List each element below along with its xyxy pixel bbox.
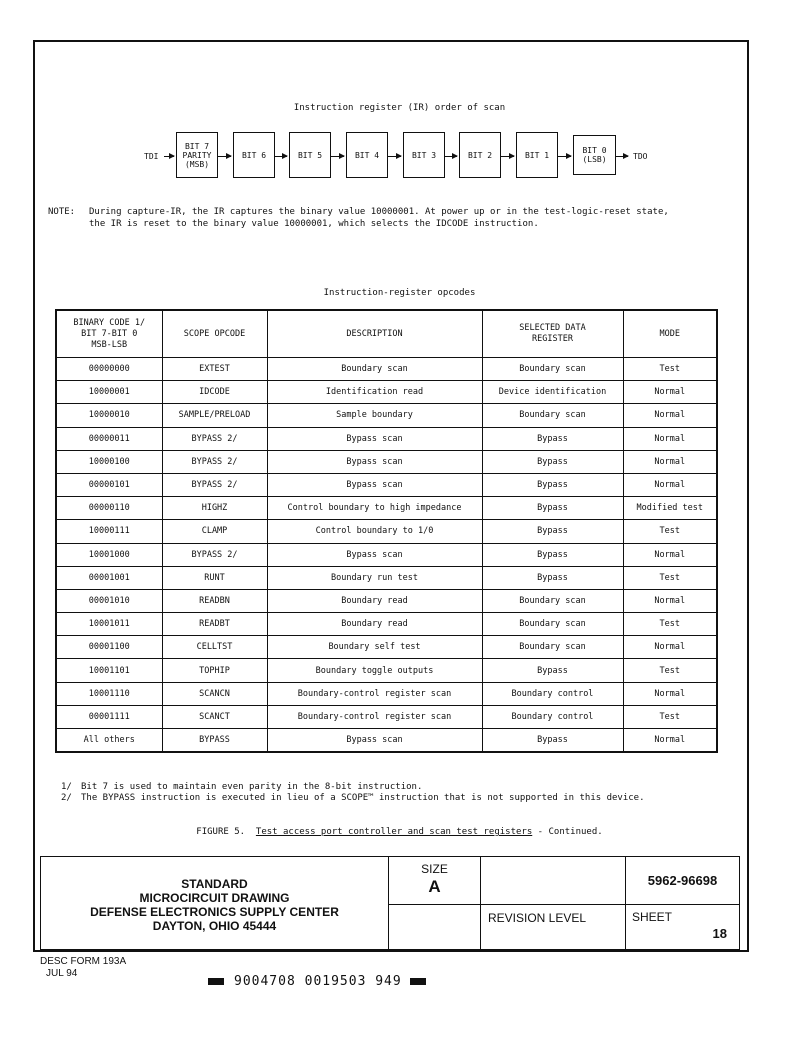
sheet-label: SHEET <box>632 910 673 924</box>
title-block <box>40 856 740 950</box>
binary-code-cell: 10000001 <box>56 381 162 404</box>
scan-arrow <box>445 156 457 157</box>
scan-arrow <box>388 156 401 157</box>
table-header-row <box>56 310 717 358</box>
barcode-bar <box>208 978 224 985</box>
note-line-1: During capture-IR, the IR captures the binary value 10000001. At power up or in the test-logic-reset state, <box>89 207 669 217</box>
table-row <box>56 450 717 473</box>
binary-code-cell: 10000111 <box>56 520 162 543</box>
register-bit-label: (LSB) <box>582 155 607 164</box>
table-row <box>56 404 717 427</box>
mode-cell: Test <box>623 358 717 381</box>
binary-code-cell: 10000010 <box>56 404 162 427</box>
description-cell: Control boundary to high impedance <box>267 497 482 520</box>
register-bit-box <box>459 132 501 178</box>
scope-opcode-cell: READBN <box>162 589 267 612</box>
table-row <box>56 613 717 636</box>
binary-code-cell: 10001101 <box>56 659 162 682</box>
register-bit-label: BIT 1 <box>524 150 550 160</box>
mode-cell: Normal <box>623 636 717 659</box>
table-row <box>56 520 717 543</box>
header-description: DESCRIPTION <box>267 310 482 358</box>
opcodes-title: Instruction-register opcodes <box>323 288 476 298</box>
register-cell: Boundary scan <box>482 613 623 636</box>
register-cell: Boundary scan <box>482 358 623 381</box>
table-row <box>56 682 717 705</box>
scan-arrow <box>558 156 571 157</box>
footnote-1-number: 1/ <box>61 782 72 792</box>
mode-cell: Test <box>623 613 717 636</box>
blank-cell <box>389 905 481 949</box>
register-bit-box <box>176 132 218 178</box>
register-cell: Bypass <box>482 543 623 566</box>
binary-code-cell: 10001110 <box>56 682 162 705</box>
description-cell: Boundary toggle outputs <box>267 659 482 682</box>
description-cell: Control boundary to 1/0 <box>267 520 482 543</box>
register-cell: Bypass <box>482 497 623 520</box>
table-row <box>56 543 717 566</box>
scope-opcode-cell: RUNT <box>162 566 267 589</box>
register-bit-box <box>573 135 616 175</box>
scan-arrow <box>501 156 514 157</box>
register-bit-label: BIT 3 <box>411 150 437 160</box>
mode-cell: Normal <box>623 473 717 496</box>
register-cell: Bypass <box>482 450 623 473</box>
table-row <box>56 427 717 450</box>
register-cell: Bypass <box>482 659 623 682</box>
figure-title: Test access port controller and scan test registers <box>255 827 533 837</box>
mode-cell: Test <box>623 705 717 728</box>
revision-level-label: REVISION LEVEL <box>481 905 626 949</box>
description-cell: Bypass scan <box>267 729 482 753</box>
figure-caption <box>0 827 799 837</box>
blank-cell <box>481 857 626 905</box>
description-cell: Boundary read <box>267 613 482 636</box>
mode-cell: Normal <box>623 381 717 404</box>
scope-opcode-cell: CELLTST <box>162 636 267 659</box>
size-value: A <box>428 877 441 896</box>
register-cell: Boundary control <box>482 705 623 728</box>
header-binary-code: BINARY CODE 1/ BIT 7-BIT 0 MSB-LSB <box>56 310 162 358</box>
scope-opcode-cell: TOPHIP <box>162 659 267 682</box>
register-bit-box <box>403 132 445 178</box>
description-cell: Boundary read <box>267 589 482 612</box>
sheet-number: 18 <box>712 926 727 941</box>
scan-arrow <box>275 156 287 157</box>
register-bit-label: BIT 0 <box>582 146 607 155</box>
binary-code-cell: 00000000 <box>56 358 162 381</box>
scope-opcode-cell: SAMPLE/PRELOAD <box>162 404 267 427</box>
note-line-2: the IR is reset to the binary value 10000001, which selects the IDCODE instruction. <box>89 219 539 229</box>
scope-opcode-cell: BYPASS 2/ <box>162 427 267 450</box>
register-cell: Bypass <box>482 520 623 543</box>
table-row <box>56 636 717 659</box>
description-cell: Boundary-control register scan <box>267 682 482 705</box>
scope-opcode-cell: READBT <box>162 613 267 636</box>
binary-code-cell: 00001100 <box>56 636 162 659</box>
binary-code-cell: 00001010 <box>56 589 162 612</box>
mode-cell: Modified test <box>623 497 717 520</box>
binary-code-cell: 00000110 <box>56 497 162 520</box>
register-cell: Bypass <box>482 427 623 450</box>
footnote-2-number: 2/ <box>61 793 72 803</box>
table-row <box>56 473 717 496</box>
register-bit-label: BIT 5 <box>297 150 323 160</box>
description-cell: Boundary-control register scan <box>267 705 482 728</box>
register-bit-label: BIT 2 <box>467 150 493 160</box>
binary-code-cell: 00001111 <box>56 705 162 728</box>
scan-arrow <box>164 156 174 157</box>
register-cell: Boundary scan <box>482 636 623 659</box>
barcode-strip <box>208 974 426 989</box>
register-cell: Bypass <box>482 473 623 496</box>
register-bit-label: BIT 4 <box>354 150 380 160</box>
description-cell: Bypass scan <box>267 427 482 450</box>
description-cell: Bypass scan <box>267 450 482 473</box>
binary-code-cell: 00001001 <box>56 566 162 589</box>
drawing-number: 5962-96698 <box>626 857 739 905</box>
register-cell: Boundary scan <box>482 404 623 427</box>
scope-opcode-cell: BYPASS 2/ <box>162 543 267 566</box>
size-label: SIZE <box>421 862 448 876</box>
barcode-bar <box>410 978 426 985</box>
scope-opcode-cell: SCANCT <box>162 705 267 728</box>
description-cell: Boundary self test <box>267 636 482 659</box>
register-cell: Bypass <box>482 729 623 753</box>
scope-opcode-cell: CLAMP <box>162 520 267 543</box>
register-bit-label: PARITY <box>182 150 212 160</box>
scope-opcode-cell: BYPASS <box>162 729 267 753</box>
binary-code-cell: 00000011 <box>56 427 162 450</box>
form-date: JUL 94 <box>46 968 78 979</box>
tdo-label: TDO <box>633 152 648 161</box>
table-row <box>56 566 717 589</box>
footnote-2-text: The BYPASS instruction is executed in lieu of a SCOPE™ instruction that is not supported in this device. <box>81 793 645 803</box>
header-mode: MODE <box>623 310 717 358</box>
scope-opcode-cell: IDCODE <box>162 381 267 404</box>
register-cell: Boundary scan <box>482 589 623 612</box>
scan-arrow <box>616 156 628 157</box>
mode-cell: Test <box>623 520 717 543</box>
mode-cell: Normal <box>623 729 717 753</box>
table-row <box>56 659 717 682</box>
form-number: DESC FORM 193A <box>40 956 127 967</box>
register-cell: Device identification <box>482 381 623 404</box>
table-row <box>56 729 717 753</box>
binary-code-cell: 00000101 <box>56 473 162 496</box>
barcode-text: 9004708 0019503 949 <box>234 974 402 989</box>
scan-arrow <box>331 156 344 157</box>
register-bit-box <box>233 132 275 178</box>
standard-drawing-block: STANDARD MICROCIRCUIT DRAWING DEFENSE ELECTRONICS SUPPLY CENTER DAYTON, OHIO 45444 <box>41 857 389 949</box>
binary-code-cell: 10001011 <box>56 613 162 636</box>
mode-cell: Normal <box>623 427 717 450</box>
mode-cell: Normal <box>623 450 717 473</box>
table-row <box>56 705 717 728</box>
register-bit-label: (MSB) <box>184 159 210 169</box>
scope-opcode-cell: SCANCN <box>162 682 267 705</box>
note-label: NOTE: <box>48 207 76 217</box>
description-cell: Identification read <box>267 381 482 404</box>
register-bit-label: BIT 7 <box>184 141 210 151</box>
table-row <box>56 589 717 612</box>
binary-code-cell: All others <box>56 729 162 753</box>
description-cell: Bypass scan <box>267 543 482 566</box>
description-cell: Boundary run test <box>267 566 482 589</box>
binary-code-cell: 10000100 <box>56 450 162 473</box>
register-cell: Bypass <box>482 566 623 589</box>
opcode-table <box>55 309 718 753</box>
register-cell: Boundary control <box>482 682 623 705</box>
description-cell: Sample boundary <box>267 404 482 427</box>
mode-cell: Normal <box>623 543 717 566</box>
description-cell: Bypass scan <box>267 473 482 496</box>
size-cell <box>389 857 481 905</box>
table-row <box>56 381 717 404</box>
footnote-1-text: Bit 7 is used to maintain even parity in the 8-bit instruction. <box>81 782 423 792</box>
figure-suffix: - Continued. <box>532 827 603 837</box>
header-selected-register: SELECTED DATA REGISTER <box>482 310 623 358</box>
scope-opcode-cell: BYPASS 2/ <box>162 473 267 496</box>
ir-scan-title: Instruction register (IR) order of scan <box>293 103 506 113</box>
scope-opcode-cell: EXTEST <box>162 358 267 381</box>
mode-cell: Test <box>623 566 717 589</box>
register-bit-label: BIT 6 <box>241 150 267 160</box>
sheet-cell <box>626 905 739 949</box>
mode-cell: Test <box>623 659 717 682</box>
mode-cell: Normal <box>623 404 717 427</box>
scan-arrow <box>218 156 231 157</box>
scope-opcode-cell: BYPASS 2/ <box>162 450 267 473</box>
figure-prefix: FIGURE 5. <box>196 827 246 837</box>
tdi-label: TDI <box>144 152 159 161</box>
binary-code-cell: 10001000 <box>56 543 162 566</box>
description-cell: Boundary scan <box>267 358 482 381</box>
register-bit-box <box>516 132 558 178</box>
register-bit-box <box>289 132 331 178</box>
table-row <box>56 358 717 381</box>
header-scope-opcode: SCOPE OPCODE <box>162 310 267 358</box>
register-bit-box <box>346 132 388 178</box>
scope-opcode-cell: HIGHZ <box>162 497 267 520</box>
mode-cell: Normal <box>623 682 717 705</box>
mode-cell: Normal <box>623 589 717 612</box>
table-row <box>56 497 717 520</box>
